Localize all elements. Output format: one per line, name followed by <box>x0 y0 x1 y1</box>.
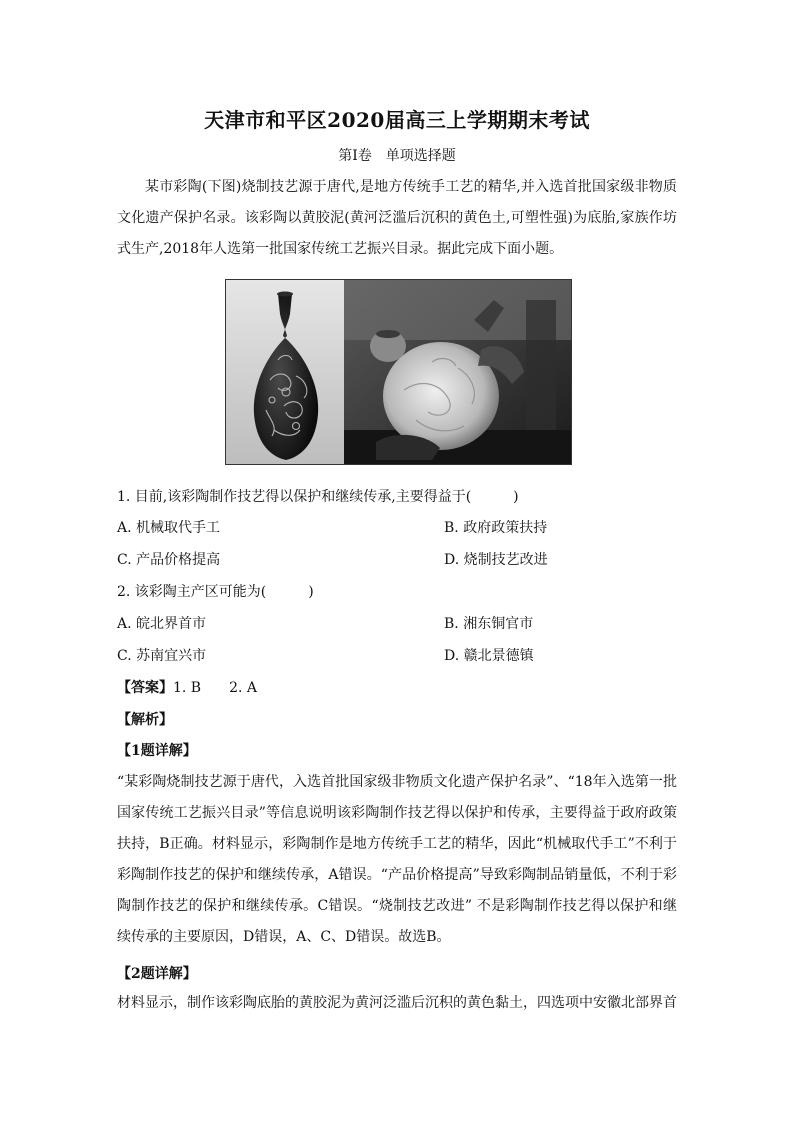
question-1-option-b: B. 政府政策扶持 <box>444 520 548 536</box>
question-1-option-c: C. 产品价格提高 <box>117 552 221 568</box>
question-1-option-d: D. 烧制技艺改进 <box>444 552 548 568</box>
question-2-stem: 2. 该彩陶主产区可能为( ) <box>117 584 314 600</box>
question-2-option-a: A. 皖北界首市 <box>117 616 207 632</box>
answer-text: 1. B 2. A <box>173 680 258 696</box>
pottery-photo-illustration <box>226 280 571 464</box>
question-1-option-a: A. 机械取代手工 <box>117 520 221 536</box>
answer-line <box>117 677 257 697</box>
answer-label: 【答案】 <box>117 680 173 696</box>
exam-title: 天津市和平区2020届高三上学期期末考试 <box>204 108 590 132</box>
detail-2-label: 【2题详解】 <box>117 966 197 982</box>
pottery-photo <box>225 279 572 465</box>
question-2-option-b: B. 湘东铜官市 <box>444 616 534 632</box>
detail-2-text: 材料显示，制作该彩陶底胎的黄胶泥为黄河泛滥后沉积的黄色黏土，四选项中安徽北部界首 <box>117 995 677 1011</box>
section-heading: 第Ⅰ卷 单项选择题 <box>338 148 456 164</box>
question-2-option-c: C. 苏南宜兴市 <box>117 648 207 664</box>
question-2-option-d: D. 赣北景德镇 <box>444 648 534 664</box>
intro-paragraph: 某市彩陶(下图)烧制技艺源于唐代,是地方传统手工艺的精华,并入选首批国家级非物质文化遗产保护名录。该彩陶以黄胶泥(黄河泛滥后沉积的黄色土,可塑性强)为底胎,家族作坊式生产,2018年人选第一批国家传统工艺振兴目录。据此完成下面小题。 <box>117 179 677 257</box>
analysis-label: 【解析】 <box>117 712 173 728</box>
detail-1-text: “某彩陶烧制技艺源于唐代，入选首批国家级非物质文化遗产保护名录”、“18年入选第一批国家传统工艺振兴目录”等信息说明该彩陶制作技艺得以保护和传承，主要得益于政府政策扶持，B正确。材料显示，彩陶制作是地方传统手工艺的精华，因此“机械取代手工”不利于彩陶制作技艺的保护和继续传承，A错误。“产品价格提高”导致彩陶制品销量低，不利于彩陶制作技艺的保护和继续传承。C错误。“烧制技艺改进” 不是彩陶制作技艺得以保护和继续传承的主要原因，D错误，A、C、D错误。故选B。 <box>117 774 677 945</box>
question-1-stem: 1. 目前,该彩陶制作技艺得以保护和继续传承,主要得益于( ) <box>117 489 519 505</box>
detail-1-label: 【1题详解】 <box>117 743 197 759</box>
